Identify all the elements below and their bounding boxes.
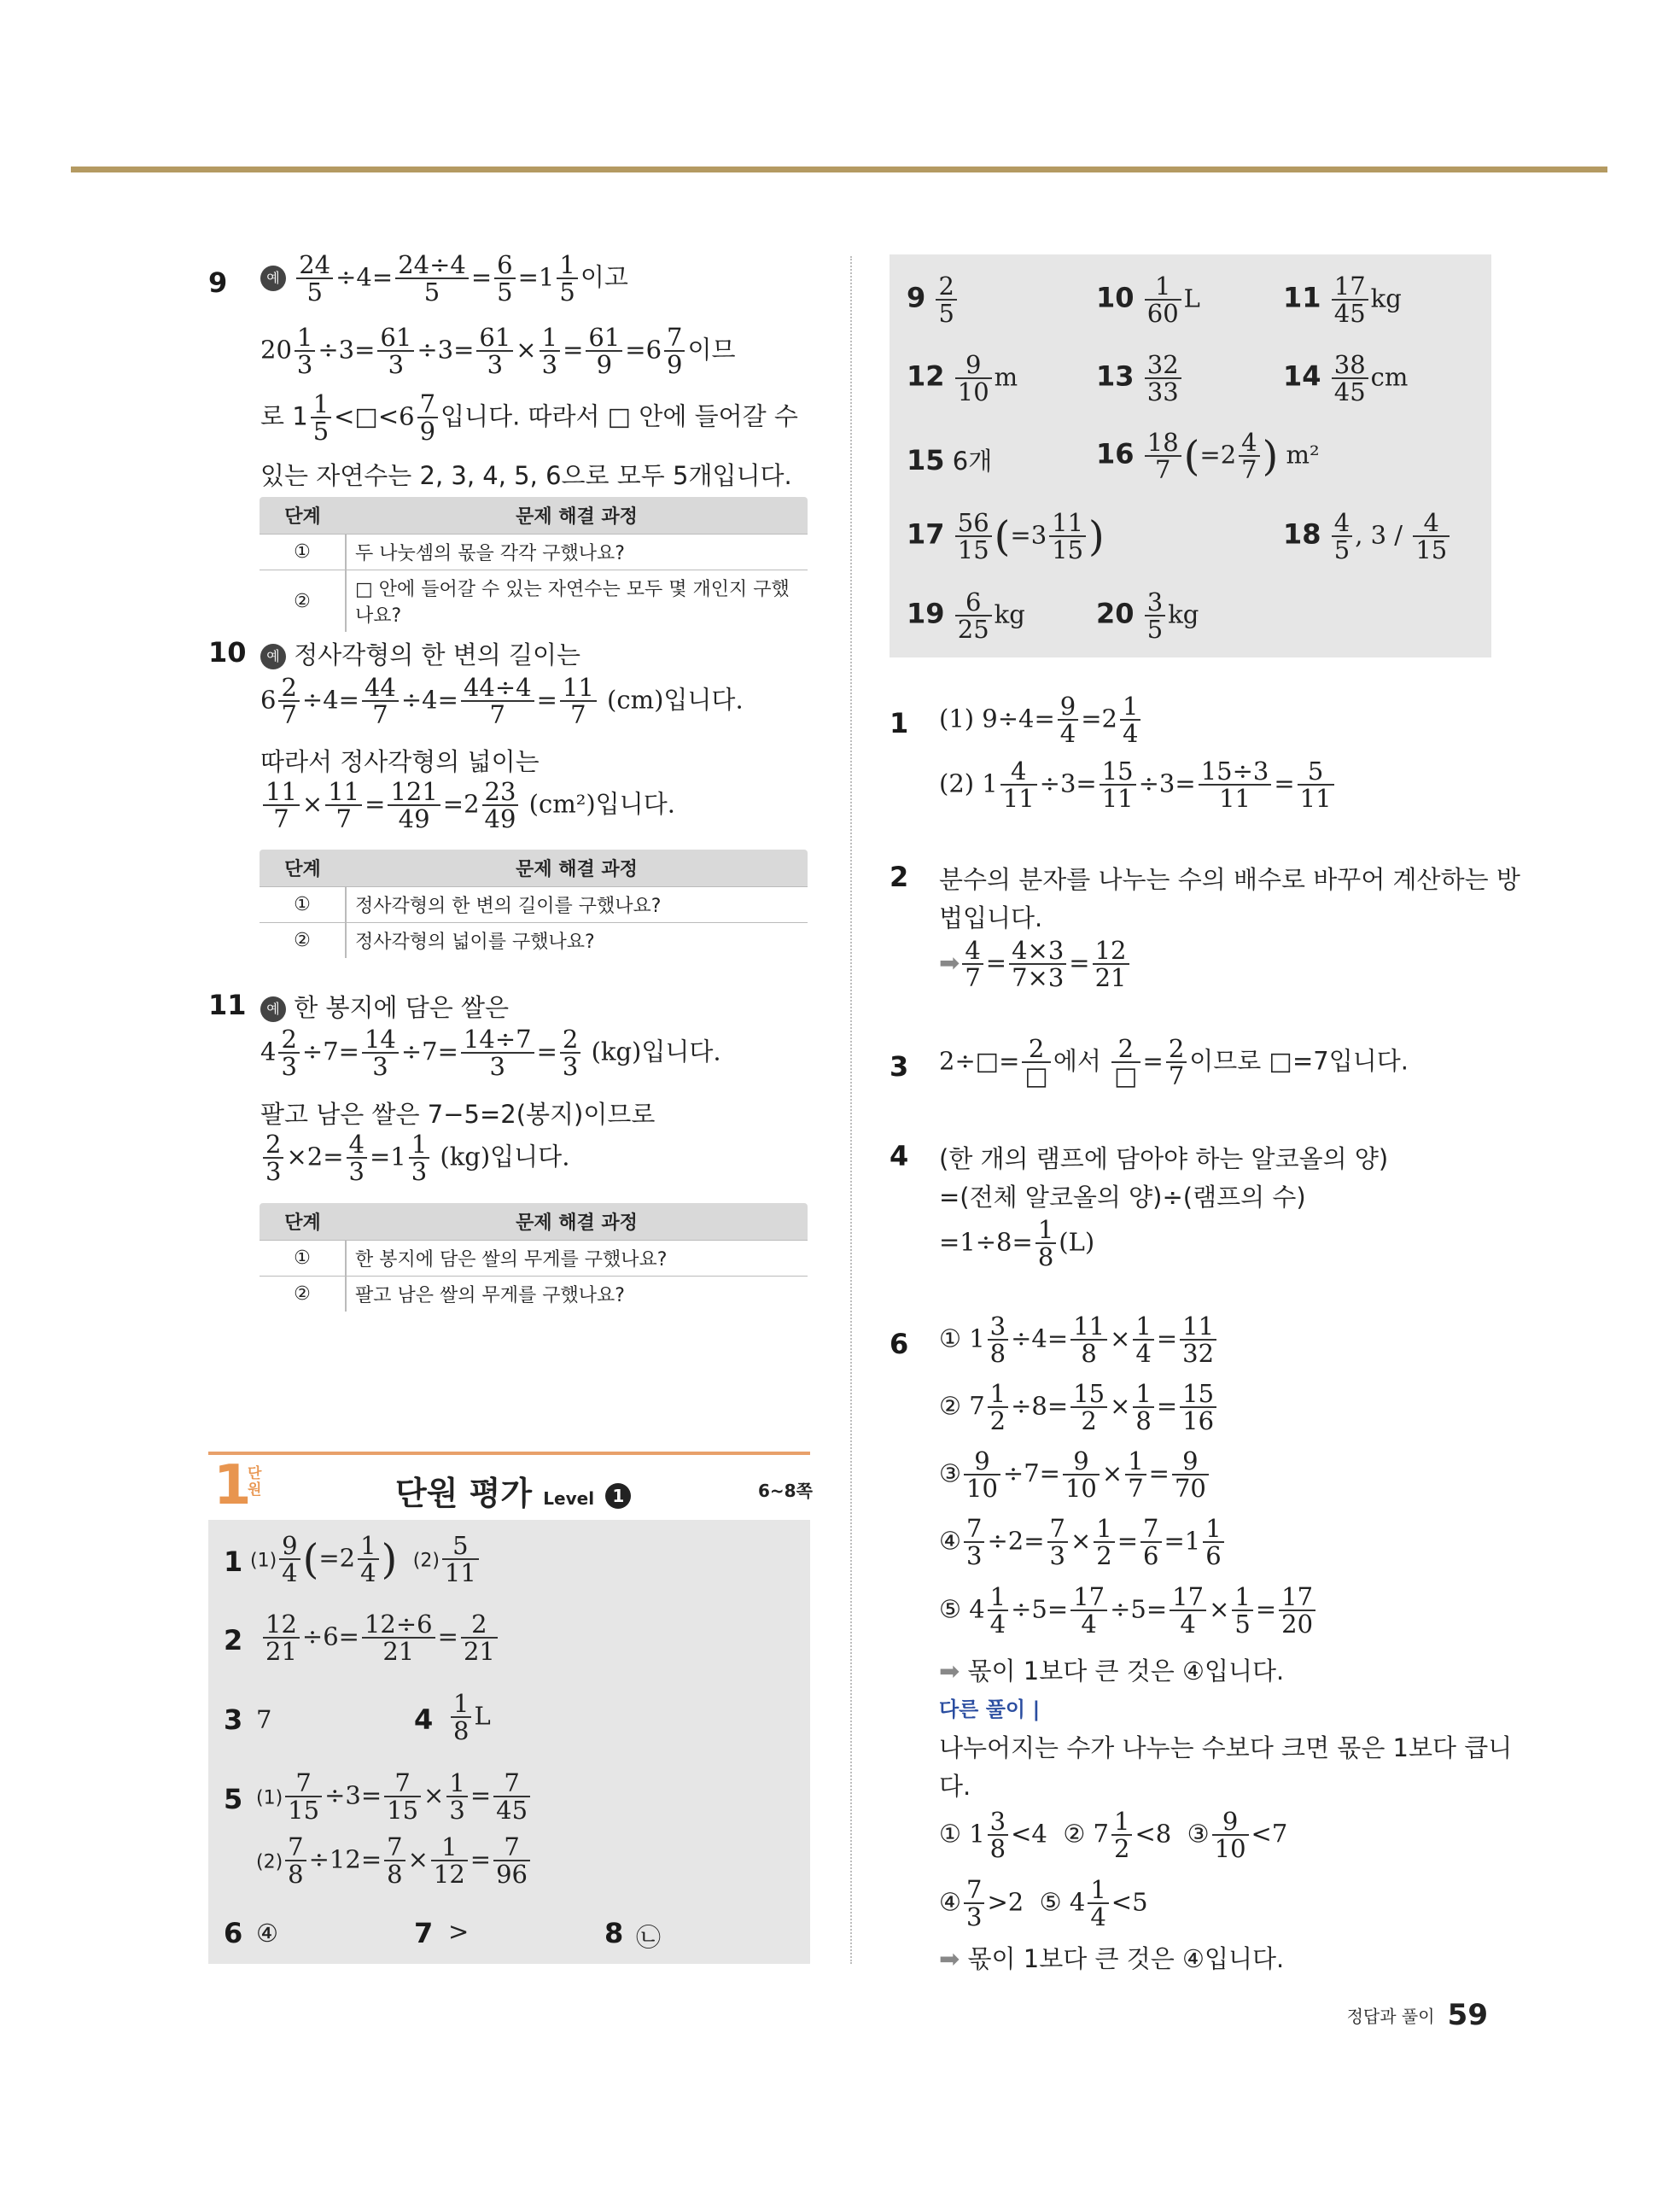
example-badge: 예 (260, 996, 286, 1022)
sol3-number: 3 (890, 1050, 909, 1083)
q10-line2: 6 $\frac{2}{7}$ ÷4= $\frac{44}{7}$ ÷4= $\frac{44\div 4}{7}$ = $\frac{11}{7}$ (cm)입니다. (260, 673, 744, 730)
answer-15: 15 6개 (907, 444, 993, 476)
eval-7-number: 7 (414, 1917, 434, 1949)
q9-line4: 있는 자연수는 2, 3, 4, 5, 6으로 모두 5개입니다. (260, 461, 792, 490)
example-badge: 예 (260, 266, 286, 291)
other-solution-label: 다른 풀이 | (939, 1697, 1041, 1721)
eval-5-number: 5 (224, 1783, 243, 1815)
col-step: 단계 (259, 496, 346, 535)
answer-17: 17 $\frac{56}{15}$ (=3 $\frac{11}{15}$ ) (907, 508, 1105, 565)
q10-step-table: 단계 문제 해결 과정 ① 정사각형의 한 변의 길이를 구했나요? ② 정사각형의 넓이를 구했나요? (258, 848, 809, 960)
level-badge: 1 (605, 1483, 631, 1509)
top-rule (71, 167, 1607, 172)
answer-20: 20 $\frac{3}{5}$ kg (1096, 587, 1199, 645)
q9-line3: 로 1 $\frac{1}{5}$ <□<6 $\frac{7}{9}$ 입니다. 따라서 □ 안에 들어갈 수 (260, 389, 798, 447)
q9-number: 9 (208, 266, 228, 299)
other-solution-compare-2: ④ $\frac{7}{3}$ >2 ⑤ 4 $\frac{1}{4}$ <5 (939, 1875, 1148, 1932)
sol6-row4: ④ $\frac{7}{3}$ ÷2= $\frac{7}{3}$ × $\frac{1}{2}$ = $\frac{7}{6}$ =1 $\frac{1}{6}$ (939, 1516, 1227, 1569)
eval-6-answer: ④ (256, 1919, 278, 1948)
q10-line4: $\frac{11}{7}$ × $\frac{11}{7}$ = $\frac{121}{49}$ =2 $\frac{23}{49}$ (cm²)입니다. (260, 779, 675, 833)
arrow-icon: ➡ (939, 1944, 960, 1973)
q10-number: 10 (208, 636, 247, 669)
table-row: ② 정사각형의 넓이를 구했나요? (259, 923, 808, 960)
eval-3-number: 3 (224, 1703, 243, 1736)
fraction: $\frac{1}{5}$ (557, 252, 577, 306)
q11-line3: 팔고 남은 쌀은 7−5=2(봉지)이므로 (260, 1100, 656, 1129)
sol1-number: 1 (890, 707, 909, 739)
eval-5-answer-2: (2) $\frac{7}{8}$ ÷12= $\frac{7}{8}$ × $\frac{1}{12}$ = $\frac{7}{96}$ (256, 1834, 533, 1888)
table-row: ① 한 봉지에 담은 쌀의 무게를 구했나요? (259, 1241, 808, 1277)
answer-18: 18 $\frac{4}{5}$ , 3 / $\frac{4}{15}$ (1283, 510, 1452, 564)
eval-1-number: 1 (224, 1545, 243, 1578)
table-row: ② 팔고 남은 쌀의 무게를 구했나요? (259, 1277, 808, 1313)
page-number: 59 (1447, 1998, 1488, 2032)
sol1-line1: (1) 9÷4= $\frac{9}{4}$ =2 $\frac{1}{4}$ (939, 693, 1143, 747)
column-divider (850, 256, 852, 1964)
q11-line1: 예 한 봉지에 담은 쌀은 (260, 989, 509, 1024)
eval-2-answer: $\frac{12}{21}$ ÷6= $\frac{12\div 6}{21}$ = $\frac{2}{21}$ (260, 1611, 500, 1665)
arrow-icon: ➡ (939, 948, 960, 978)
sol2-number: 2 (890, 861, 909, 893)
sol6-conclusion: ➡ 몫이 1보다 큰 것은 ④입니다. (939, 1656, 1285, 1686)
sol4-number: 4 (890, 1140, 909, 1172)
answer-10: 10 $\frac{1}{60}$ L (1096, 272, 1200, 329)
eval-4-number: 4 (414, 1703, 434, 1736)
sol6-conclusion-2: ➡ 몫이 1보다 큰 것은 ④입니다. (939, 1944, 1285, 1973)
sol6-row3: ③ $\frac{9}{10}$ ÷7= $\frac{9}{10}$ × $\frac{1}{7}$ = $\frac{9}{70}$ (939, 1448, 1211, 1502)
sol4-line3: =1÷8= $\frac{1}{8}$ (L) (939, 1215, 1095, 1272)
unit-label: 단 원 (248, 1465, 262, 1499)
eval-7-answer: > (448, 1917, 470, 1946)
other-solution-line2: 다. (939, 1772, 971, 1801)
table-row: ① 정사각형의 한 변의 길이를 구했나요? (259, 887, 808, 923)
eval-answer-panel (208, 1520, 810, 1964)
page-footer (1347, 1998, 1488, 2032)
unit-number: 1 (213, 1454, 252, 1517)
sol3-line: 2÷□= $\frac{2}{□}$ 에서 $\frac{2}{□}$ = $\frac{2}{7}$ 이므로 □=7입니다. (939, 1034, 1409, 1091)
q11-step-table: 단계 문제 해결 과정 ① 한 봉지에 담은 쌀의 무게를 구했나요? ② 팔고 남은 쌀의 무게를 구했나요? (258, 1201, 809, 1313)
other-solution-line1: 나누어지는 수가 나누는 수보다 크면 몫은 1보다 큽니 (939, 1733, 1513, 1762)
q10-line3: 따라서 정사각형의 넓이는 (260, 747, 540, 776)
answer-9: 9 $\frac{2}{5}$ (907, 273, 960, 327)
sol6-number: 6 (890, 1328, 909, 1360)
sol6-row1: ① 1 $\frac{3}{8}$ ÷4= $\frac{11}{8}$ × $\frac{1}{4}$ = $\frac{11}{32}$ (939, 1313, 1219, 1367)
sol6-row2: ② 7 $\frac{1}{2}$ ÷8= $\frac{15}{2}$ × $\frac{1}{8}$ = $\frac{15}{16}$ (939, 1381, 1219, 1434)
table-row: ① 두 나눗셈의 몫을 각각 구했나요? (259, 535, 808, 570)
example-badge: 예 (260, 644, 286, 669)
answer-19: 19 $\frac{6}{25}$ kg (907, 587, 1025, 645)
q11-line4: $\frac{2}{3}$ ×2= $\frac{4}{3}$ =1 $\frac{1}{3}$ (kg)입니다. (260, 1131, 569, 1185)
sol4-line1: (한 개의 램프에 담아야 하는 알코올의 양) (939, 1144, 1389, 1173)
table-row: ② □ 안에 들어갈 수 있는 자연수는 모두 몇 개인지 구했나요? (259, 570, 808, 634)
sol2-line1: 분수의 분자를 나누는 수의 배수로 바꾸어 계산하는 방 (939, 865, 1520, 894)
fraction: $\frac{24}{5}$ (296, 252, 333, 306)
sol4-line2: =(전체 알코올의 양)÷(램프의 수) (939, 1183, 1306, 1212)
sol6-row5: ⑤ 4 $\frac{1}{4}$ ÷5= $\frac{17}{4}$ ÷5= $\frac{17}{4}$ × $\frac{1}{5}$ = $\frac{17}{20}$ (939, 1584, 1318, 1638)
other-solution-compare-1: ① 1 $\frac{3}{8}$ <4 ② 7 $\frac{1}{2}$ <8 ③ $\frac{9}{10}$ <7 (939, 1807, 1288, 1864)
fraction: $\frac{6}{5}$ (494, 252, 515, 306)
q11-line2: 4 $\frac{2}{3}$ ÷7= $\frac{14}{3}$ ÷7= $\frac{14\div 7}{3}$ = $\frac{2}{3}$ (kg)입니다. (260, 1025, 721, 1082)
q9-step-table (258, 495, 809, 634)
q11-number: 11 (208, 989, 247, 1021)
footer-label: 정답과 풀이 (1346, 2006, 1435, 2027)
unit-pages: 6~8쪽 (758, 1481, 813, 1501)
unit-title: 단원 평가 Level 1 (395, 1467, 631, 1514)
eval-8-answer: ㉡ (636, 1923, 662, 1952)
eval-1-answer: (1) $\frac{9}{4}$ (=2 $\frac{1}{4}$ ) (2) $\frac{5}{11}$ (250, 1533, 481, 1586)
sol2-line3: ➡ $\frac{4}{7}$ = $\frac{4\times 3}{7\times 3}$ = $\frac{12}{21}$ (939, 938, 1132, 991)
sol2-line2: 법입니다. (939, 903, 1043, 932)
answer-14: 14 $\frac{38}{45}$ cm (1283, 350, 1409, 407)
q9-line2: 20 $\frac{1}{3}$ ÷3= $\frac{61}{3}$ ÷3= $\frac{61}{3}$ × $\frac{1}{3}$ = $\frac{61}{9}$ =6 $\frac{7}{9}$ 이므 (260, 323, 736, 380)
sol1-line2: (2) 1 $\frac{4}{11}$ ÷3= $\frac{15}{11}$ ÷3= $\frac{15\div 3}{11}$ = $\frac{5}{11}$ (939, 758, 1337, 812)
q10-line1: 예 정사각형의 한 변의 길이는 (260, 636, 580, 671)
eval-6-number: 6 (224, 1917, 243, 1949)
eval-8-number: 8 (604, 1917, 624, 1949)
q9-line1: 예 $\frac{24}{5}$ ÷4= $\frac{24\div 4}{5}$ = $\frac{6}{5}$ =1 $\frac{1}{5}$ 이고 (260, 252, 628, 306)
eval-3-answer: 7 (256, 1705, 272, 1734)
answer-12: 12 $\frac{9}{10}$ m (907, 350, 1018, 407)
eval-4-answer: $\frac{1}{8}$ L (448, 1691, 491, 1744)
eval-5-answer-1: (1) $\frac{7}{15}$ ÷3= $\frac{7}{15}$ × $\frac{1}{3}$ = $\frac{7}{45}$ (256, 1770, 533, 1824)
col-process: 문제 해결 과정 (346, 496, 808, 535)
answer-11: 11 $\frac{17}{45}$ kg (1283, 272, 1402, 329)
fraction: $\frac{24\div 4}{5}$ (395, 252, 469, 306)
answer-16: 16 $\frac{18}{7}$ (=2 $\frac{4}{7}$ ) m² (1096, 428, 1320, 485)
arrow-icon: ➡ (939, 1656, 960, 1686)
answer-13: 13 $\frac{32}{33}$ (1096, 352, 1184, 406)
eval-2-number: 2 (224, 1624, 243, 1656)
